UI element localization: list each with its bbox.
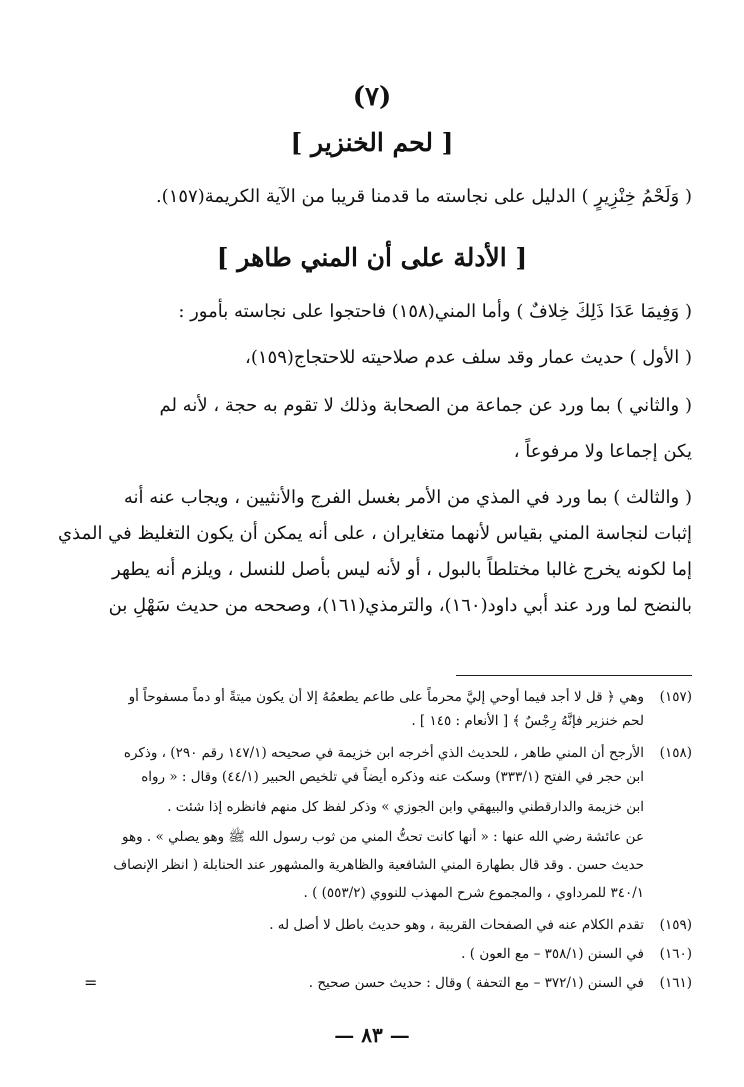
page-number: — ٨٣ —	[334, 1023, 410, 1047]
footnote-159	[52, 914, 692, 936]
body-line: إثبات لنجاسة المني بقياس لأنهما متغايران ، على أنه يمكن أن يكون التغليظ في المذي	[58, 523, 692, 544]
footnote-157-cont: لحم خنزير فإنَّهُ رِجْسٌ ﴾ [ الأنعام : ١٤٥ ] .	[411, 713, 644, 729]
body-line: ( وَفِيمَا عَدَا ذَلِكَ خِلافٌ ) وأما المني(١٥٨) فاحتجوا على نجاسته بأمور :	[178, 301, 692, 322]
footnote-separator	[456, 675, 692, 676]
footnote-160	[52, 943, 692, 965]
footnote-158-cont: ابن حجر في الفتح (٣٣٣/١) وسكت عنه وذكره أيضاً في تلخيص الحبير (٤٤/١) وقال : « رواه	[141, 769, 644, 785]
body-line: ( وَلَحْمُ خِنْزِيرٍ ) الدليل على نجاسته ما قدمنا قريبا من الآية الكريمة(١٥٧).	[155, 186, 692, 207]
footnote-text: في السنن (٣٥٨/١ – مع العون ) .	[461, 946, 644, 962]
section-heading-pork: [ لحم الخنزير ]	[290, 128, 454, 157]
footnote-number: (١٦١)	[659, 975, 692, 991]
footnote-158-cont: ابن خزيمة والدارقطني والبيهقي وابن الجوزي » وذكر لفظ كل منهم فانظره إذا شئت .	[167, 799, 644, 815]
footnote-text: تقدم الكلام عنه في الصفحات القريبة ، وهو حديث باطل لا أصل له .	[269, 917, 644, 933]
footnote-number: (١٥٧)	[659, 689, 692, 705]
footnote-text: في السنن (٣٧٢/١ – مع التحفة ) وقال : حديث حسن صحيح .	[308, 975, 644, 991]
footnote-161	[52, 972, 692, 994]
footnote-text: وهي ﴿ قل لا أجد فيما أوحي إليَّ محرماً على طاعم يطعمُهُ إلا أن يكون ميتةً أو دماً مسفوحاً أو	[128, 689, 644, 705]
body-line: ( والثاني ) بما ورد عن جماعة من الصحابة وذلك لا تقوم به حجة ، لأنه لم	[159, 395, 692, 416]
footnote-158-cont: عن عائشة رضي الله عنها : « أنها كانت تحتُّ المني من ثوب رسول الله ﷺ وهو يصلي » . وهو	[122, 829, 644, 845]
footnote-158-cont: ٣٤٠/١ للمرداوي ، والمجموع شرح المهذب للنووي (٥٥٣/٢) ) .	[303, 885, 644, 901]
footnote-number: (١٦٠)	[659, 946, 692, 962]
footnote-text: الأرجح أن المني طاهر ، للحديث الذي أخرجه ابن خزيمة في صحيحه (١٤٧/١ رقم ٢٩٠) ، وذكره	[123, 745, 644, 761]
body-line: ( الأول ) حديث عمار وقد سلف عدم صلاحيته للاحتجاج(١٥٩)،	[245, 347, 692, 368]
footnote-158	[52, 742, 692, 764]
body-line: ( والثالث ) بما ورد في المذي من الأمر بغسل الفرج والأنثيين ، ويجاب عنه أنه	[123, 487, 692, 508]
footnote-158-cont: حديث حسن . وقد قال بطهارة المني الشافعية والظاهرية والمشهور عند الحنابلة ( انظر الإنصاف	[113, 857, 644, 873]
body-line: يكن إجماعا ولا مرفوعاً ،	[513, 441, 692, 462]
continuation-mark: =	[84, 973, 98, 992]
body-line: إما لكونه يخرج غالبا مختلطاً بالبول ، أو لأنه ليس بأصل للنسل ، ويلزم أنه يطهر	[112, 559, 692, 580]
footnote-number: (١٥٩)	[659, 917, 692, 933]
footnote-number: (١٥٨)	[659, 745, 692, 761]
chapter-number: (٧)	[352, 82, 392, 112]
body-line: بالنضح لما ورد عند أبي داود(١٦٠)، والترمذي(١٦١)، وصححه من حديث سَهْلِ بن	[108, 595, 692, 616]
footnote-157	[52, 686, 692, 708]
section-heading-semen: [ الأدلة على أن المني طاهر ]	[216, 243, 528, 272]
